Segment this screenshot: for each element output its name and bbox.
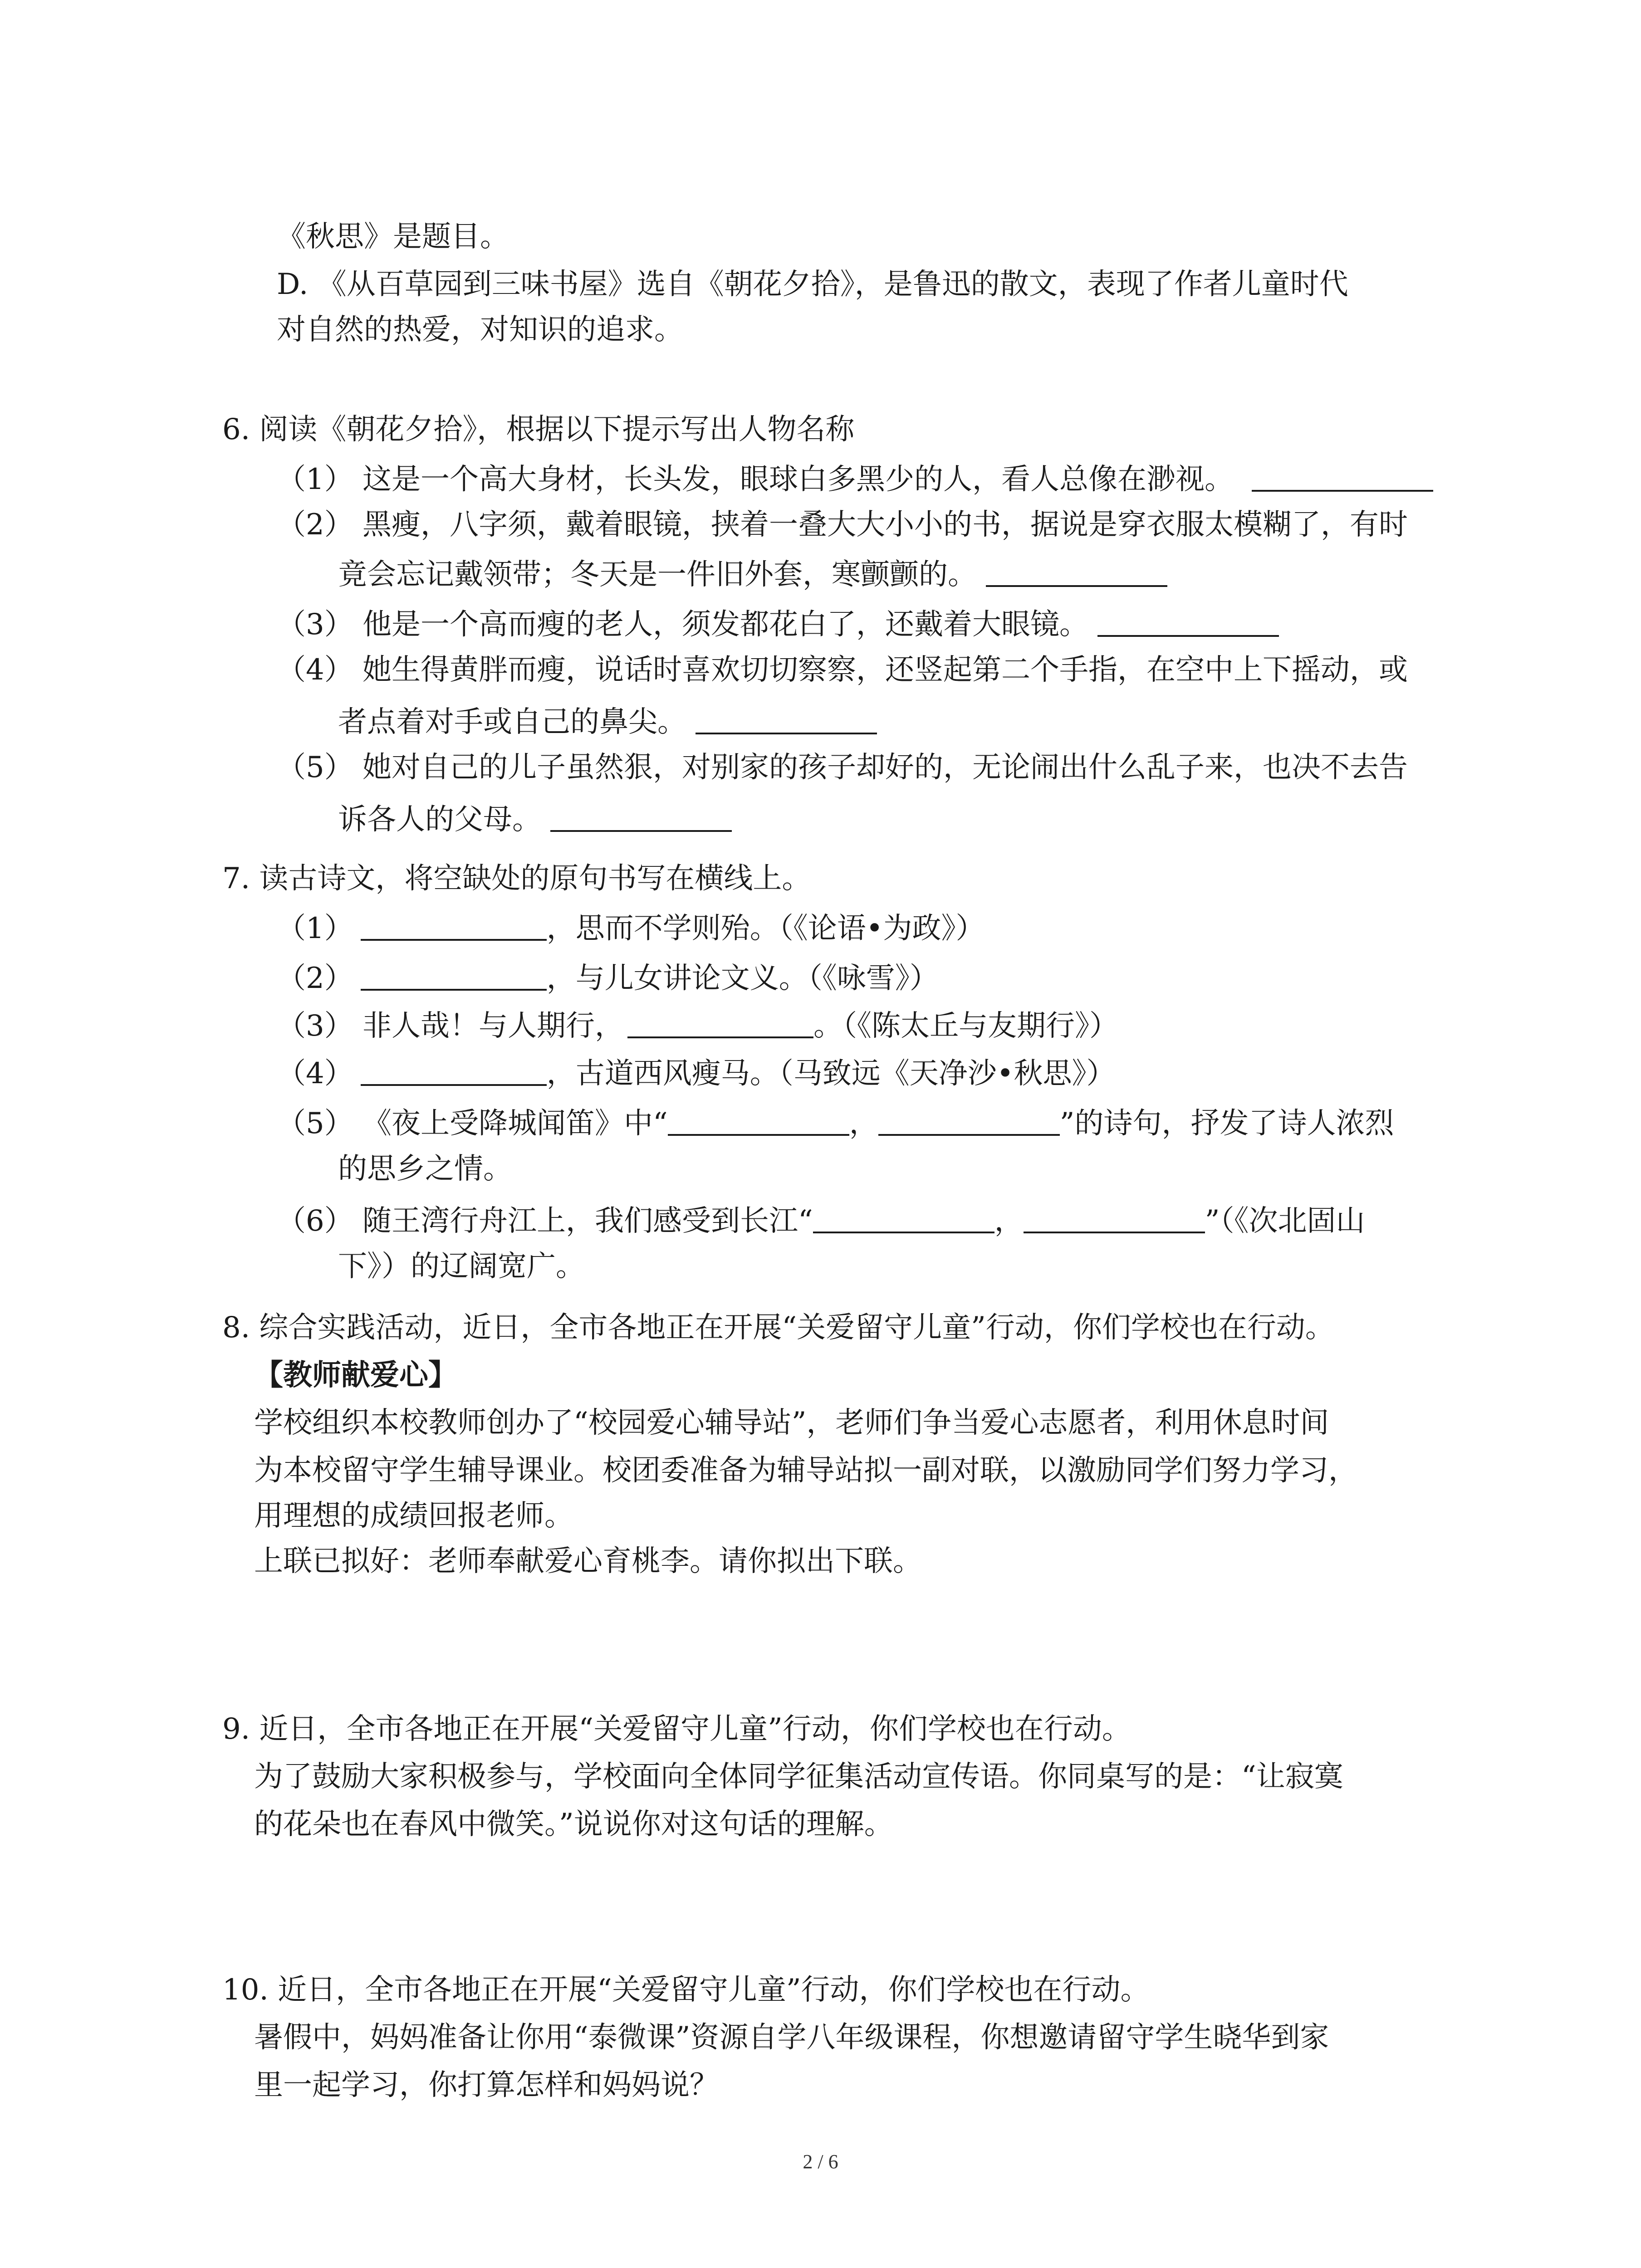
q8-para-4: 上联已拟好：老师奉献爱心育桃李。请你拟出下联。 [254, 1545, 922, 1578]
page-number: 2 / 6 [803, 2151, 838, 2173]
q7-item-5-cont: 的思乡之情。 [338, 1152, 512, 1186]
q7-stem: 7. 读古诗文，将空缺处的原句书写在横线上。 [222, 862, 811, 895]
q5-option-d: D. 《从百草园到三味书屋》选自《朝花夕拾》，是鲁迅的散文，表现了作者儿童时代 [277, 268, 1348, 301]
q6-item-2-cont: 竟会忘记戴领带；冬天是一件旧外套，寒颤颤的。 [338, 558, 1167, 589]
q10-para-2: 里一起学习，你打算怎样和妈妈说？ [254, 2068, 719, 2102]
q8-stem: 8. 综合实践活动，近日，全市各地正在开展“关爱留守儿童”行动，你们学校也在行动。 [222, 1311, 1334, 1344]
q6-stem: 6. 阅读《朝花夕拾》，根据以下提示写出人物名称 [222, 413, 855, 446]
q7-item-4: （4） ，古道西风瘦马。（马致远《天净沙•秋思》） [277, 1057, 1116, 1090]
answer-blank[interactable] [986, 558, 1167, 587]
answer-blank[interactable] [1097, 608, 1279, 637]
q6-item-4: （4） 她生得黄胖而瘦，说话时喜欢切切察察，还竖起第二个手指，在空中上下摇动，或 [277, 653, 1408, 687]
q6-item-3: （3） 他是一个高而瘦的老人，须发都花白了，还戴着大眼镜。 [277, 608, 1279, 639]
q7-item-6-cont: 下》）的辽阔宽广。 [338, 1250, 585, 1283]
answer-blank[interactable] [1024, 1204, 1205, 1233]
answer-blank[interactable] [361, 962, 547, 991]
q6-item-5: （5） 她对自己的儿子虽然狠，对别家的孩子却好的，无论闹出什么乱子来，也决不去告 [277, 751, 1408, 784]
answer-blank[interactable] [1252, 463, 1433, 492]
q7-item-3: （3） 非人哉！与人期行， 。（《陈太丘与友期行》） [277, 1009, 1119, 1043]
answer-blank[interactable] [361, 912, 547, 941]
answer-blank[interactable] [550, 803, 732, 832]
q10-para-1: 暑假中，妈妈准备让你用“泰微课”资源自学八年级课程，你想邀请留守学生晓华到家 [254, 2021, 1329, 2054]
q7-item-1: （1） ，思而不学则殆。（《论语•为政》） [277, 912, 985, 945]
q5-line-c: 《秋思》是题目。 [277, 220, 509, 254]
q9-para-1: 为了鼓励大家积极参与，学校面向全体同学征集活动宣传语。你同桌写的是：“让寂寞 [254, 1760, 1343, 1794]
q6-item-1: （1） 这是一个高大身材，长头发，眼球白多黑少的人，看人总像在渺视。 [277, 463, 1433, 494]
q8-para-1: 学校组织本校教师创办了“校园爱心辅导站”，老师们争当爱心志愿者，利用休息时间 [254, 1406, 1329, 1440]
q9-para-2: 的花朵也在春风中微笑。”说说你对这句话的理解。 [254, 1808, 893, 1841]
q8-section-heading: 【教师献爱心】 [254, 1358, 457, 1392]
answer-blank[interactable] [696, 705, 877, 734]
answer-blank[interactable] [627, 1009, 813, 1038]
q6-item-2: （2） 黑瘦，八字须，戴着眼镜，挟着一叠大大小小的书，据说是穿衣服太模糊了，有时 [277, 508, 1408, 542]
q6-item-4-cont: 者点着对手或自己的鼻尖。 [338, 705, 877, 737]
q7-item-2: （2） ，与儿女讲论文义。（《咏雪》） [277, 962, 939, 995]
q8-para-2: 为本校留守学生辅导课业。校团委准备为辅导站拟一副对联，以激励同学们努力学习， [254, 1454, 1357, 1487]
q7-item-5: （5） 《夜上受降城闻笛》中“ ， ”的诗句，抒发了诗人浓烈 [277, 1107, 1394, 1140]
answer-blank[interactable] [668, 1107, 849, 1136]
answer-blank[interactable] [878, 1107, 1060, 1136]
answer-blank[interactable] [813, 1204, 994, 1233]
q9-stem: 9. 近日，全市各地正在开展“关爱留守儿童”行动，你们学校也在行动。 [222, 1712, 1131, 1746]
q7-item-6: （6） 随王湾行舟江上，我们感受到长江“ ， ”（《次北固山 [277, 1204, 1365, 1238]
q10-stem: 10. 近日，全市各地正在开展“关爱留守儿童”行动，你们学校也在行动。 [222, 1973, 1150, 2007]
q6-item-5-cont: 诉各人的父母。 [338, 803, 732, 834]
q5-option-d-cont: 对自然的热爱，对知识的追求。 [277, 313, 683, 347]
answer-blank[interactable] [361, 1057, 547, 1086]
q8-para-3: 用理想的成绩回报老师。 [254, 1499, 573, 1533]
